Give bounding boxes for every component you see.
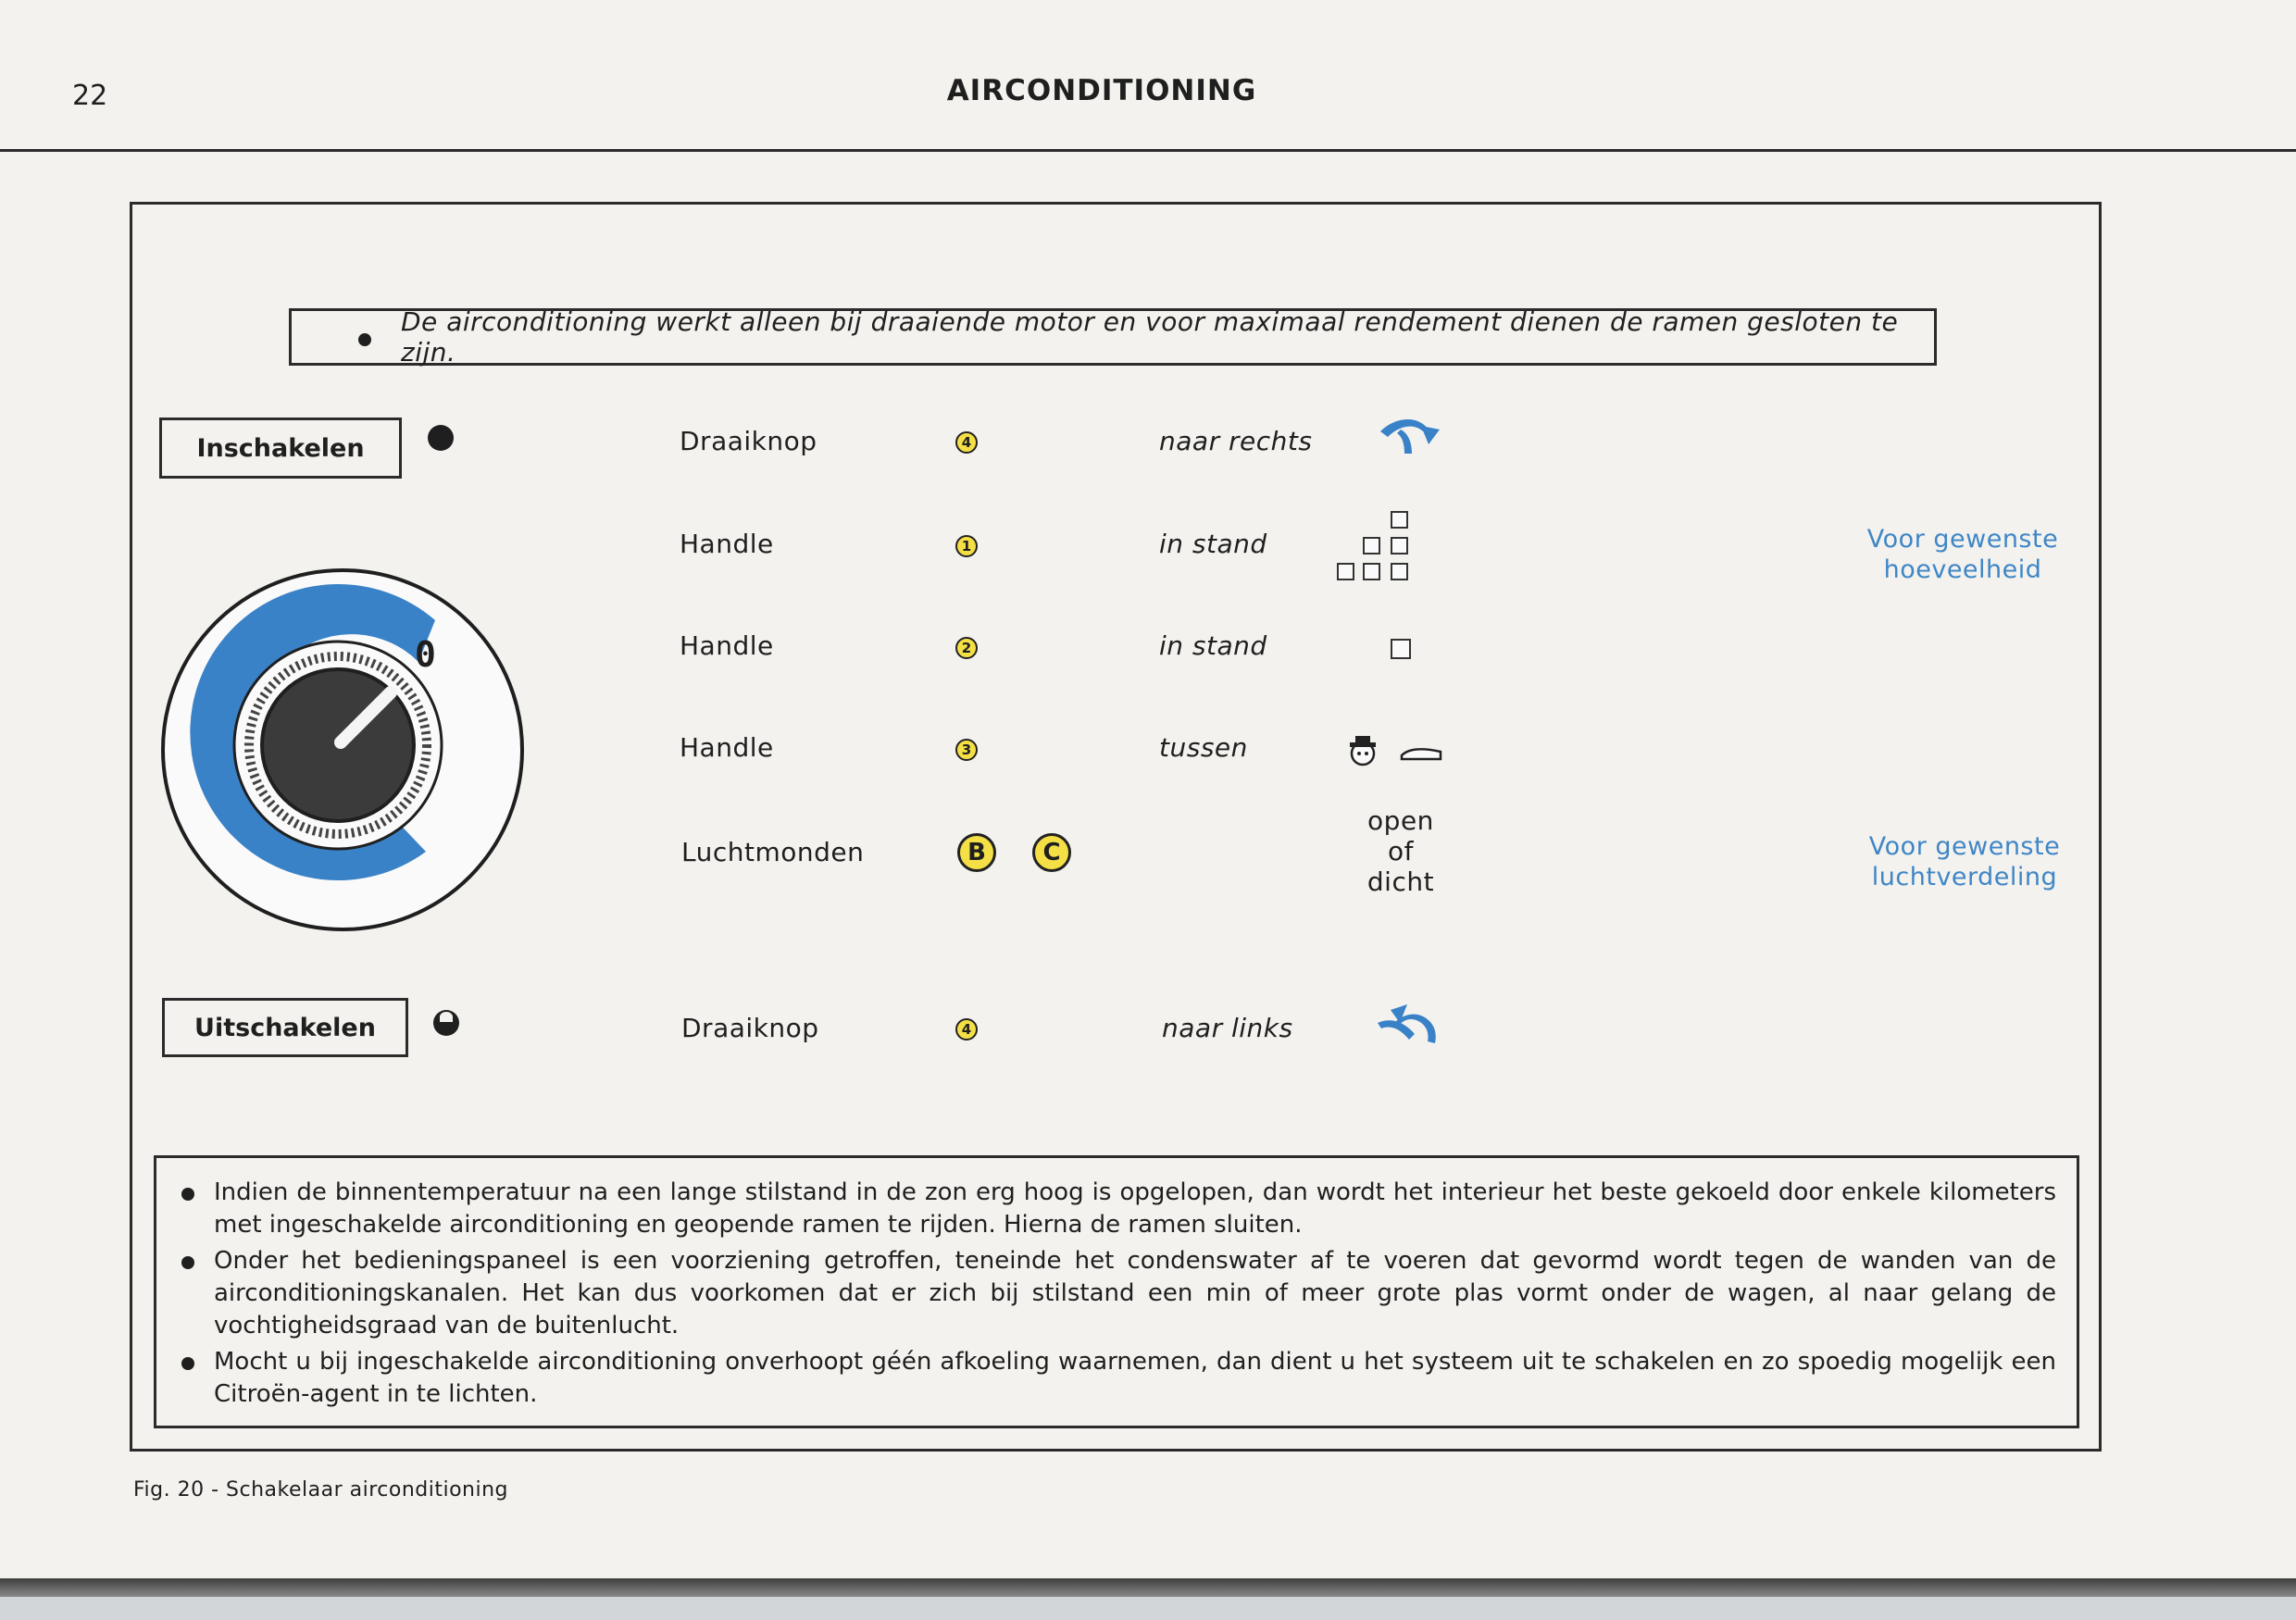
- note-distribution-line2: luchtverdeling: [1871, 863, 2058, 891]
- square: [1363, 537, 1380, 555]
- row-action: naar links: [1162, 1013, 1293, 1043]
- rotate-left-arrow-icon: [1372, 986, 1446, 1051]
- vent-state: [1296, 805, 1505, 897]
- dial-zero-mark: 0: [415, 634, 436, 675]
- square: [1391, 511, 1408, 529]
- row-control: Draaiknop: [680, 426, 817, 456]
- header-rule: [0, 149, 2296, 152]
- vent-state-closed: dicht: [1366, 866, 1435, 897]
- note-quantity-line1: Voor gewenste: [1866, 525, 2059, 554]
- square: [1337, 563, 1354, 580]
- warning-box: [289, 308, 1937, 366]
- note-quantity: [1842, 524, 2083, 585]
- note-text: Mocht u bij ingeschakelde airconditioning onverhoopt géén afkoeling waarnemen, dan dient u het systeem uit te schakelen en zo spoedig mogelijk een Citroën-agent in te lichten.: [214, 1348, 2056, 1408]
- note-item: [214, 1245, 2056, 1342]
- bullet-dot: [181, 1256, 194, 1269]
- square: [1391, 537, 1408, 555]
- vent-state-or: of: [1388, 836, 1414, 866]
- row-control: Draaiknop: [681, 1013, 819, 1043]
- single-square-icon: [1391, 639, 1411, 659]
- row-control: Handle: [680, 732, 774, 763]
- square: [1391, 563, 1408, 580]
- row-control: Handle: [680, 630, 774, 661]
- switch-off-label: [162, 998, 408, 1057]
- page-edge-shadow: [0, 1578, 2296, 1597]
- ref-badge: 4: [955, 431, 978, 454]
- row-action: in stand: [1159, 529, 1267, 559]
- note-text: Onder het bedieningspaneel is een voorziening getroffen, teneinde het condenswater af te voeren dat gevormd wordt tegen de wanden van de airconditioningskanalen. Het kan dus voorkomen dat er zich bij stilstand een min of meer grote plas vormt onder de wagen, al naar gelang de vochtigheidsgraad van de buitenlucht.: [214, 1247, 2056, 1340]
- switch-on-text: Inschakelen: [196, 433, 365, 463]
- ac-dial[interactable]: [148, 555, 537, 944]
- note-distribution-line1: Voor gewenste: [1868, 832, 2061, 861]
- note-item: [214, 1346, 2056, 1411]
- warning-text: De airconditioning werkt alleen bij draaiende motor en voor maximaal rendement dienen de ramen gesloten te zijn.: [401, 306, 1899, 368]
- ref-badge: 3: [955, 739, 978, 761]
- six-squares-icon: [1335, 509, 1415, 585]
- bullet-dot: [181, 1188, 194, 1201]
- row-control: Luchtmonden: [681, 837, 865, 867]
- note-item: [214, 1177, 2056, 1241]
- page-edge-strip: [0, 1597, 2296, 1620]
- off-indicator-dot: [433, 1010, 459, 1036]
- row-action: tussen: [1159, 732, 1248, 763]
- rotate-right-arrow-icon: [1375, 407, 1449, 463]
- vent-badge-c: C: [1032, 833, 1071, 872]
- page-number: 22: [72, 80, 108, 112]
- switch-on-label: [159, 417, 402, 479]
- ref-badge: 4: [955, 1018, 978, 1041]
- face-and-flat-icon: [1344, 731, 1446, 772]
- vent-state-open: open: [1367, 805, 1434, 836]
- row-action: in stand: [1159, 630, 1267, 661]
- row-action: naar rechts: [1159, 426, 1313, 456]
- bullet-dot: [358, 333, 371, 346]
- square: [1363, 563, 1380, 580]
- ref-badge: 2: [955, 637, 978, 659]
- vent-badge-b: B: [957, 833, 996, 872]
- page-title: AIRCONDITIONING: [946, 74, 1257, 107]
- note-quantity-line2: hoeveelheid: [1883, 555, 2042, 584]
- notes-box: [154, 1155, 2079, 1428]
- figure-caption: Fig. 20 - Schakelaar airconditioning: [133, 1478, 509, 1502]
- note-text: Indien de binnentemperatuur na een lange stilstand in de zon erg hoog is opgelopen, dan wordt het interieur het beste gekoeld door enkele kilometers met ingeschakelde airconditioning en geopende ramen te rijden. Hierna de ramen sluiten.: [214, 1178, 2056, 1239]
- switch-off-text: Uitschakelen: [194, 1013, 376, 1042]
- on-indicator-dot: [428, 425, 454, 451]
- ref-badge: 1: [955, 535, 978, 557]
- row-control: Handle: [680, 529, 774, 559]
- note-distribution: [1844, 831, 2085, 892]
- bullet-dot: [181, 1357, 194, 1370]
